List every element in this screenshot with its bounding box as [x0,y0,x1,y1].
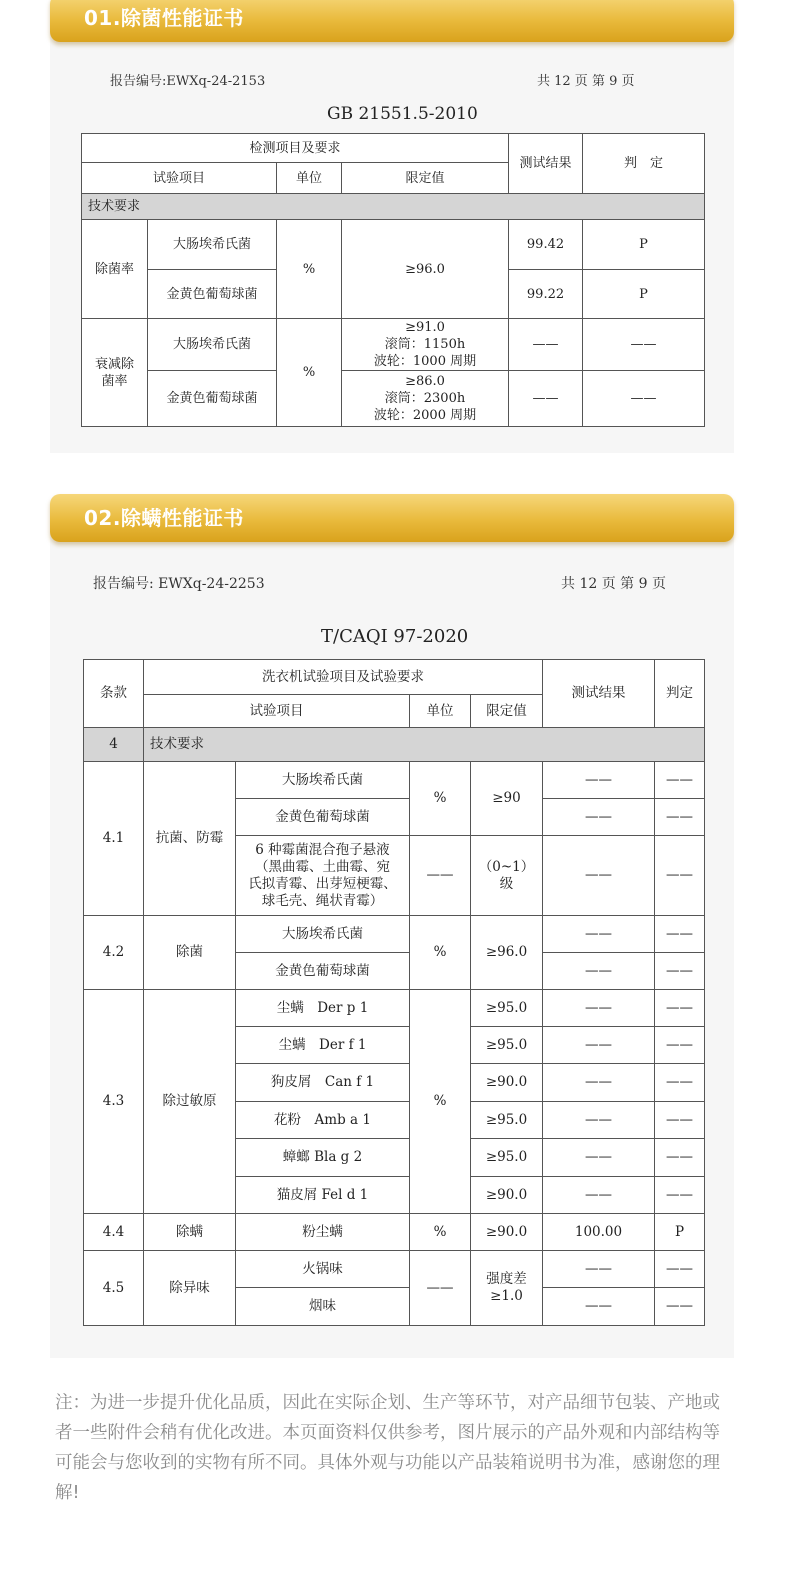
allergen-limit: ≥95.0 [471,1139,543,1177]
header-unit: 单位 [277,163,342,194]
mold-line: 球毛壳、绳状青霉） [261,892,384,909]
limit-line: ≥86.0 [405,374,445,389]
header-judge: 判定 [655,660,705,728]
allergen-limit: ≥90.0 [471,1064,543,1102]
item-dust-mite: 粉尘螨 [236,1214,410,1251]
unit-percent: % [410,990,471,1214]
standard-code: T/CAQI 97-2020 [321,626,469,647]
header-unit: 单位 [410,695,471,728]
allergen-limit: ≥95.0 [471,1027,543,1064]
group-antibacterial: 抗菌、防霉 [144,762,236,916]
result-dash: —— [543,1251,655,1288]
header-test-item: 试验项目 [82,163,277,194]
report-number: 报告编号: EWXq-24-2253 [93,576,265,592]
result-dash: —— [509,371,583,427]
limit-90: ≥90 [471,762,543,836]
allergen-item: 狗皮屑 Can f 1 [236,1064,410,1102]
clause-4-4: 4.4 [84,1214,144,1251]
result-dash: —— [543,990,655,1027]
judge-mite: P [655,1214,705,1251]
unit-dash: —— [410,1251,471,1326]
unit-percent: % [410,1214,471,1251]
section-1-banner [50,0,734,42]
mold-line: （黑曲霉、土曲霉、宛 [255,858,390,875]
limit-line: ≥91.0 [405,320,445,335]
item-ecoli: 大肠埃希氏菌 [148,220,277,270]
section-1-title: 01.除菌性能证书 [84,6,244,30]
certificate-1-table [81,133,705,427]
header-items: 洗衣机试验项目及试验要求 [144,660,543,695]
item-staph: 金黄色葡萄球菌 [148,371,277,427]
item-staph: 金黄色葡萄球菌 [236,799,410,836]
judge-dash: —— [655,1102,705,1139]
item-smoke: 烟味 [236,1288,410,1326]
result-dash: —— [543,836,655,916]
clause-4-2: 4.2 [84,916,144,990]
certificate-2-table [83,659,705,1326]
clause-4-3: 4.3 [84,990,144,1214]
header-result: 测试结果 [509,134,583,194]
result-dash: —— [543,799,655,836]
result-dash: —— [543,1102,655,1139]
judge-dash: —— [655,1064,705,1102]
page-info: 共 12 页 第 9 页 [561,576,666,592]
header-limit: 限定值 [471,695,543,728]
allergen-item: 猫皮屑 Fel d 1 [236,1177,410,1214]
clause-4-5: 4.5 [84,1251,144,1326]
section-2-title: 02.除螨性能证书 [84,506,244,530]
limit-line: 滚筒：2300h [384,391,466,406]
limit-96: ≥96.0 [342,220,509,319]
unit-percent: % [277,319,342,427]
header-limit: 限定值 [342,163,509,194]
grade-line: （0~1） [478,858,535,875]
item-mold [236,836,410,916]
judge-staph: P [583,270,705,319]
unit-percent: % [410,916,471,990]
intensity-line: 强度差 [486,1271,527,1287]
limit-decay-1 [342,319,509,371]
judge-dash: —— [655,990,705,1027]
clause-4-1: 4.1 [84,762,144,916]
group-allergen: 除过敏原 [144,990,236,1214]
header-test-item: 试验项目 [144,695,410,728]
result-dash: —— [543,953,655,990]
standard-code: GB 21551.5-2010 [327,104,478,124]
mold-line: 氏拟青霉、出芽短梗霉、 [248,875,397,892]
result-dash: —— [543,1064,655,1102]
unit-percent: % [277,220,342,319]
allergen-limit: ≥95.0 [471,1102,543,1139]
result-dash: —— [543,1027,655,1064]
result-staph: 99.22 [509,270,583,319]
allergen-item: 尘螨 Der f 1 [236,1027,410,1064]
item-hotpot: 火锅味 [236,1251,410,1288]
unit-percent: % [410,762,471,836]
limit-line: 滚筒：1150h [384,337,466,352]
item-staph: 金黄色葡萄球菌 [236,953,410,990]
judge-dash: —— [655,762,705,799]
group-mite-removal: 除螨 [144,1214,236,1251]
tech-req-row: 技术要求 [82,194,705,220]
disclaimer-note: 注：为进一步提升优化品质，因此在实际企划、生产等环节，对产品细节包装、产地或者一些附件会稍有优化改进。本页面资料仅供参考，图片展示的产品外观和内部结构等可能会与您收到的实物有所不同。具体外观与功能以产品装箱说明书为准，感谢您的理解! [55,1393,720,1503]
limit-grade [471,836,543,916]
item-ecoli: 大肠埃希氏菌 [236,916,410,953]
tech-req-row: 技术要求 [144,728,705,762]
allergen-limit: ≥95.0 [471,990,543,1027]
judge-ecoli: P [583,220,705,270]
mold-line: 6 种霉菌混合孢子悬液 [255,841,390,858]
limit-intensity [471,1251,543,1326]
result-ecoli: 99.42 [509,220,583,270]
allergen-item: 花粉 Amb a 1 [236,1102,410,1139]
result-dash: —— [543,1177,655,1214]
limit-mite: ≥90.0 [471,1214,543,1251]
item-staph: 金黄色葡萄球菌 [148,270,277,319]
unit-dash: —— [410,836,471,916]
group-decay-rate: 衰减除菌率 [82,319,148,427]
result-mite: 100.00 [543,1214,655,1251]
result-dash: —— [543,1288,655,1326]
judge-dash: —— [655,916,705,953]
item-ecoli: 大肠埃希氏菌 [236,762,410,799]
limit-line: 波轮：2000 周期 [373,408,477,423]
limit-decay-2 [342,371,509,427]
limit-96: ≥96.0 [471,916,543,990]
judge-dash: —— [655,1251,705,1288]
allergen-item: 尘螨 Der p 1 [236,990,410,1027]
section-2-banner [50,494,734,542]
limit-line: 波轮：1000 周期 [373,354,477,369]
group-removal-rate: 除菌率 [82,220,148,319]
page-info: 共 12 页 第 9 页 [537,74,635,89]
judge-dash: —— [655,1288,705,1326]
header-judge: 判 定 [583,134,705,194]
result-dash: —— [509,319,583,371]
judge-dash: —— [655,1177,705,1214]
clause-4: 4 [84,728,144,762]
header-items: 检测项目及要求 [82,134,509,163]
result-dash: —— [543,916,655,953]
judge-dash: —— [655,836,705,916]
group-sterilize: 除菌 [144,916,236,990]
intensity-line: ≥1.0 [490,1288,523,1304]
judge-dash: —— [655,1027,705,1064]
judge-dash: —— [583,371,705,427]
item-ecoli: 大肠埃希氏菌 [148,319,277,371]
allergen-item: 蟑螂 Bla g 2 [236,1139,410,1177]
group-odor: 除异味 [144,1251,236,1326]
judge-dash: —— [655,1139,705,1177]
result-dash: —— [543,762,655,799]
judge-dash: —— [655,953,705,990]
allergen-limit: ≥90.0 [471,1177,543,1214]
judge-dash: —— [583,319,705,371]
grade-line: 级 [499,875,514,892]
header-result: 测试结果 [543,660,655,728]
result-dash: —— [543,1139,655,1177]
judge-dash: —— [655,799,705,836]
report-number: 报告编号:EWXq-24-2153 [110,74,266,89]
header-clause: 条款 [84,660,144,728]
